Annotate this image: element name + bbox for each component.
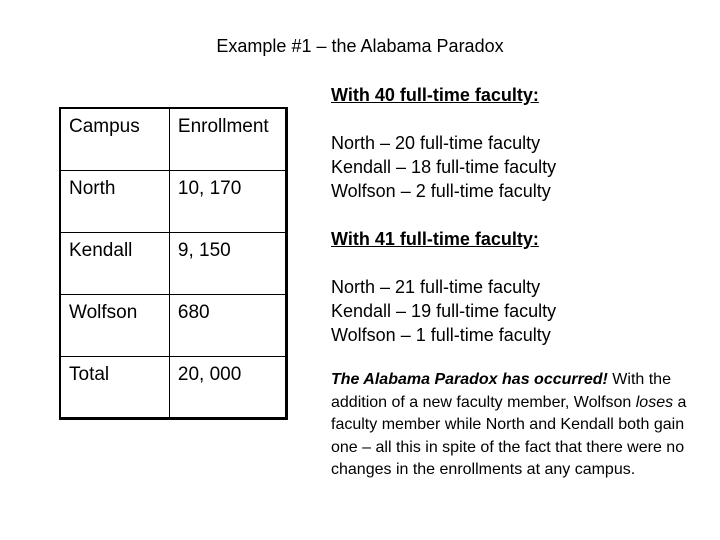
conclusion-lead: The Alabama Paradox has occurred! xyxy=(331,371,608,388)
header-campus: Campus xyxy=(60,108,169,170)
header-enrollment: Enrollment xyxy=(169,108,286,170)
enrollment-cell: 10, 170 xyxy=(169,170,286,232)
conclusion-text-after: a faculty member while North and Kendall both gain one – all this in spite of the fact that there were no changes in the enrollments at any campus. xyxy=(331,393,687,478)
table-header-row xyxy=(60,108,287,170)
allocation-line: Kendall – 18 full-time faculty xyxy=(331,157,557,177)
allocation-line: Wolfson – 2 full-time faculty xyxy=(331,181,551,201)
allocation-line: North – 21 full-time faculty xyxy=(331,277,541,297)
campus-cell: Total xyxy=(60,356,169,418)
scenario-40-heading: With 40 full-time faculty: xyxy=(331,85,539,105)
conclusion-emphasis: loses xyxy=(635,393,674,411)
enrollment-cell: 680 xyxy=(169,294,286,356)
conclusion-text-before: With the addition of a new faculty member, Wolfson xyxy=(331,371,671,411)
campus-cell: Kendall xyxy=(60,232,169,294)
table-row xyxy=(60,232,287,294)
campus-cell: North xyxy=(60,170,169,232)
enrollment-table xyxy=(59,107,288,420)
slide-title: Example #1 – the Alabama Paradox xyxy=(216,36,504,56)
scenario-40-allocation xyxy=(331,131,711,203)
table-row xyxy=(60,170,287,232)
conclusion-paragraph xyxy=(331,369,691,482)
table-row xyxy=(60,356,287,418)
enrollment-cell: 20, 000 xyxy=(169,356,286,418)
scenario-41-heading: With 41 full-time faculty: xyxy=(331,229,539,249)
enrollment-cell: 9, 150 xyxy=(169,232,286,294)
scenario-41-heading-block xyxy=(331,228,711,250)
allocation-line: North – 20 full-time faculty xyxy=(331,133,541,153)
campus-cell: Wolfson xyxy=(60,294,169,356)
table-row xyxy=(60,294,287,356)
scenario-41-allocation xyxy=(331,275,711,347)
allocation-line: Kendall – 19 full-time faculty xyxy=(331,301,557,321)
allocation-line: Wolfson – 1 full-time faculty xyxy=(331,325,551,345)
scenario-40-heading-block xyxy=(331,84,711,106)
